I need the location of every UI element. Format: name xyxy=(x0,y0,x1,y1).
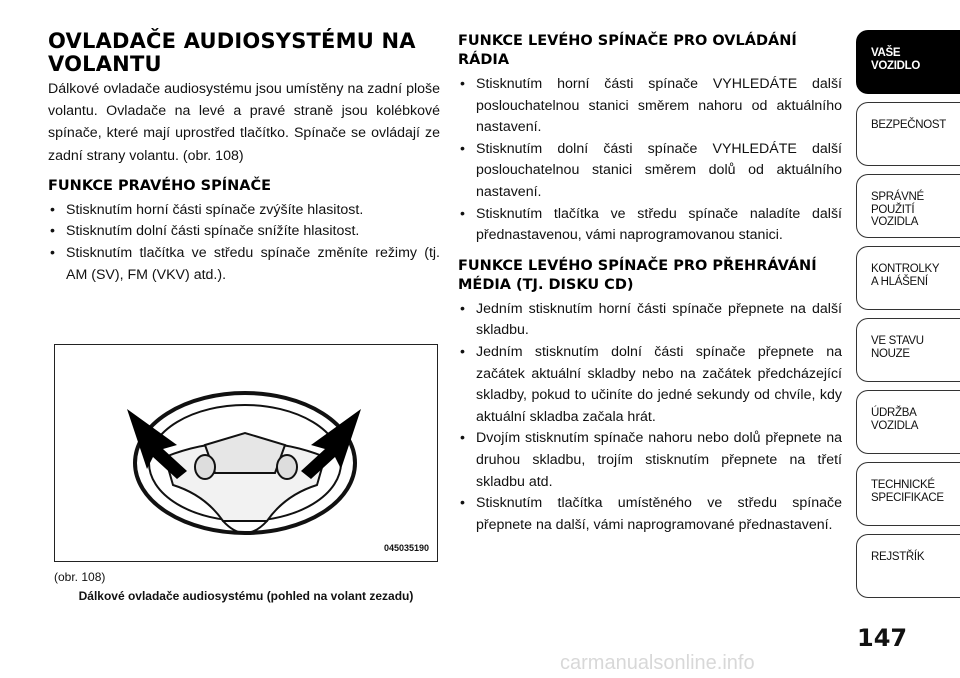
media-heading: FUNKCE LEVÉHO SPÍNAČE PRO PŘEHRÁVÁNÍ MÉDIA (TJ. DISKU CD) xyxy=(458,257,817,293)
intro-paragraph: Dálkové ovladače audiosystému jsou umístěny na zadní ploše volantu. Ovladače na levé a pravé straně jsou kolébkové spínače, které mají uprostřed tlačítko. Spínače se ovládají ze zadní strany volantu. (obr. 108) xyxy=(48,81,440,164)
right-switch-list xyxy=(48,200,440,286)
figure-code: 045035190 xyxy=(383,543,429,553)
right-column xyxy=(458,32,842,536)
section-title: OVLADAČE AUDIOSYSTÉMU NA VOLANTU xyxy=(48,29,416,76)
tab-spravne-pouziti[interactable]: SPRÁVNÉ POUŽITÍ VOZIDLA xyxy=(856,174,960,238)
list-item: • Stisknutím horní části spínače zvýšíte hlasitost. xyxy=(48,200,440,222)
page-number: 147 xyxy=(857,624,908,652)
tab-technicke-specifikace[interactable]: TECHNICKÉ SPECIFIKACE xyxy=(856,462,960,526)
tab-vase-vozidlo[interactable]: VAŠE VOZIDLO xyxy=(856,30,960,94)
watermark: carmanualsonline.info xyxy=(560,652,755,674)
right-switch-heading: FUNKCE PRAVÉHO SPÍNAČE xyxy=(48,177,272,194)
list-item: • Stisknutím tlačítka umístěného ve středu spínače přepnete na další, vámi naprogramované přednastavení. xyxy=(458,493,842,536)
list-item: • Stisknutím tlačítka ve středu spínače změníte režimy (tj. AM (SV), FM (VKV) atd.). xyxy=(48,243,440,286)
tab-bezpecnost[interactable]: BEZPEČNOST xyxy=(856,102,960,166)
radio-list xyxy=(458,74,842,247)
media-list xyxy=(458,299,842,537)
figure-caption: Dálkové ovladače audiosystému (pohled na volant zezadu) xyxy=(78,589,414,603)
list-item: • Jedním stisknutím horní části spínače přepnete na další skladbu. xyxy=(458,299,842,342)
list-item: • Stisknutím dolní části spínače VYHLEDÁTE další poslouchatelnou stanici směrem dolů od aktuálního nastavení. xyxy=(458,139,842,204)
list-item: • Dvojím stisknutím spínače nahoru nebo dolů přepnete na druhou skladbu, trojím stisknutím přepnete na třetí skladbu atd. xyxy=(458,428,842,493)
tab-ve-stavu-nouze[interactable]: VE STAVU NOUZE xyxy=(856,318,960,382)
left-column xyxy=(48,30,440,286)
figure-reference: (obr. 108) xyxy=(54,570,106,584)
chapter-tabs xyxy=(856,30,960,606)
list-item: • Stisknutím horní části spínače VYHLEDÁTE další poslouchatelnou stanici směrem nahoru od aktuálního nastavení. xyxy=(458,74,842,139)
tab-udrzba[interactable]: ÚDRŽBA VOZIDLA xyxy=(856,390,960,454)
tab-rejstrik[interactable]: REJSTŘÍK xyxy=(856,534,960,598)
steering-wheel-figure xyxy=(54,344,438,562)
list-item: • Stisknutím tlačítka ve středu spínače naladíte další přednastavenou, vámi naprogramovanou stanici. xyxy=(458,204,842,247)
tab-kontrolky[interactable]: KONTROLKY A HLÁŠENÍ xyxy=(856,246,960,310)
steering-wheel-illustration xyxy=(55,345,439,563)
radio-heading: FUNKCE LEVÉHO SPÍNAČE PRO OVLÁDÁNÍ RÁDIA xyxy=(458,33,797,68)
list-item: • Jedním stisknutím dolní části spínače přepnete na začátek aktuální skladby nebo na začátek předcházející skladby, pokud to učiníte do jedné sekundy od chvíle, kdy aktuální skladba začala hrát. xyxy=(458,342,842,428)
list-item: • Stisknutím dolní části spínače snížíte hlasitost. xyxy=(48,221,440,243)
